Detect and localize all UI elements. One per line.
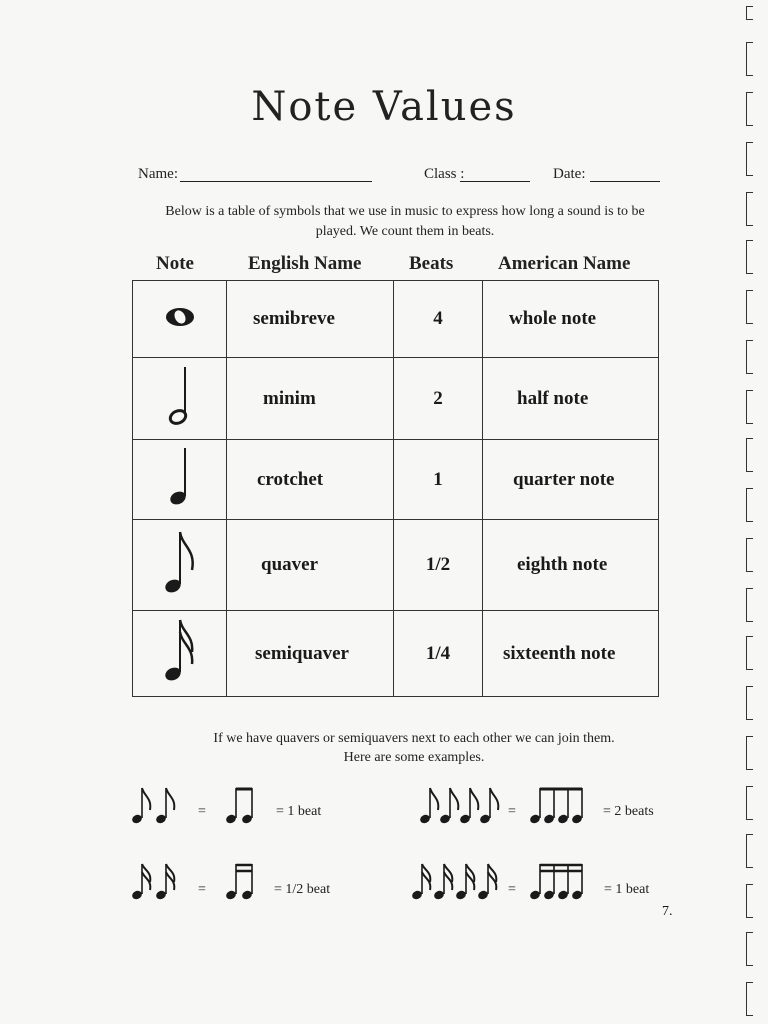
equals-sign: = xyxy=(508,882,516,897)
binder-mark xyxy=(746,192,753,226)
equals-sign: = xyxy=(508,804,516,819)
english-name-cell: minim xyxy=(227,358,394,440)
english-name-cell: semibreve xyxy=(227,281,394,358)
binder-mark xyxy=(746,142,753,176)
english-name-cell: semiquaver xyxy=(227,611,394,697)
english-name-cell: quaver xyxy=(227,520,394,611)
name-field[interactable] xyxy=(180,167,372,182)
name-label: Name: xyxy=(138,166,178,182)
beats-cell: 1/4 xyxy=(394,611,483,697)
quaver-icon xyxy=(133,520,227,611)
crotchet-icon xyxy=(133,440,227,520)
binder-mark xyxy=(746,488,753,522)
beats-cell: 1 xyxy=(394,440,483,520)
binder-mark xyxy=(746,932,753,966)
minim-icon xyxy=(133,358,227,440)
american-name-cell: sixteenth note xyxy=(483,611,659,697)
table-row xyxy=(133,358,659,440)
table-row xyxy=(133,611,659,697)
header-note: Note xyxy=(156,253,194,274)
intro-text: Below is a table of symbols that we use in music to express how long a sound is to be played. We count them in beats. xyxy=(165,204,645,239)
binder-mark xyxy=(746,240,753,274)
class-label: Class : xyxy=(424,166,465,182)
binder-mark xyxy=(746,42,753,76)
american-name-cell: half note xyxy=(483,358,659,440)
page-number: 7. xyxy=(662,904,673,919)
semibreve-icon xyxy=(133,281,227,358)
binder-mark xyxy=(746,340,753,374)
beats-cell: 4 xyxy=(394,281,483,358)
beats-cell: 1/2 xyxy=(394,520,483,611)
american-name-cell: eighth note xyxy=(483,520,659,611)
header-beats: Beats xyxy=(409,253,454,274)
note-values-table xyxy=(132,280,659,697)
american-name-cell: whole note xyxy=(483,281,659,358)
date-field[interactable] xyxy=(590,167,660,182)
beamed-four-semiquavers-icon xyxy=(526,860,592,904)
binder-mark xyxy=(746,884,753,918)
example-result: = 2 beats xyxy=(603,804,654,819)
beamed-quavers-icon xyxy=(222,784,262,828)
example-result: = 1 beat xyxy=(276,804,322,819)
binder-mark xyxy=(746,834,753,868)
binder-mark xyxy=(746,92,753,126)
semiquaver-icon xyxy=(133,611,227,697)
binder-mark xyxy=(746,438,753,472)
binder-mark xyxy=(746,588,753,622)
equals-sign: = xyxy=(198,804,206,819)
binder-mark xyxy=(746,636,753,670)
date-label: Date: xyxy=(553,166,586,182)
page-title: Note Values xyxy=(251,84,517,130)
beats-cell: 2 xyxy=(394,358,483,440)
class-field[interactable] xyxy=(460,167,530,182)
binder-mark xyxy=(746,982,753,1016)
binder-mark xyxy=(746,538,753,572)
example-result: = 1/2 beat xyxy=(274,882,331,897)
binder-mark xyxy=(746,390,753,424)
binder-mark xyxy=(746,6,753,20)
four-semiquavers-icon xyxy=(410,860,500,904)
four-quavers-icon xyxy=(418,784,502,828)
american-name-cell: quarter note xyxy=(483,440,659,520)
binder-mark xyxy=(746,290,753,324)
beamed-four-quavers-icon xyxy=(526,784,592,828)
example-result: = 1 beat xyxy=(604,882,650,897)
two-semiquavers-icon xyxy=(128,860,188,904)
binder-mark xyxy=(746,786,753,820)
join-text-line1: If we have quavers or semiquavers next to each other we can join them. xyxy=(213,731,615,746)
join-text-line2: Here are some examples. xyxy=(343,750,485,765)
header-american-name: American Name xyxy=(498,253,631,274)
header-english-name: English Name xyxy=(248,253,362,274)
equals-sign: = xyxy=(198,882,206,897)
beamed-semiquavers-icon xyxy=(222,860,262,904)
binder-mark xyxy=(746,736,753,770)
table-row xyxy=(133,440,659,520)
table-row xyxy=(133,520,659,611)
two-quavers-icon xyxy=(128,784,188,828)
binder-mark xyxy=(746,686,753,720)
english-name-cell: crotchet xyxy=(227,440,394,520)
table-row xyxy=(133,281,659,358)
